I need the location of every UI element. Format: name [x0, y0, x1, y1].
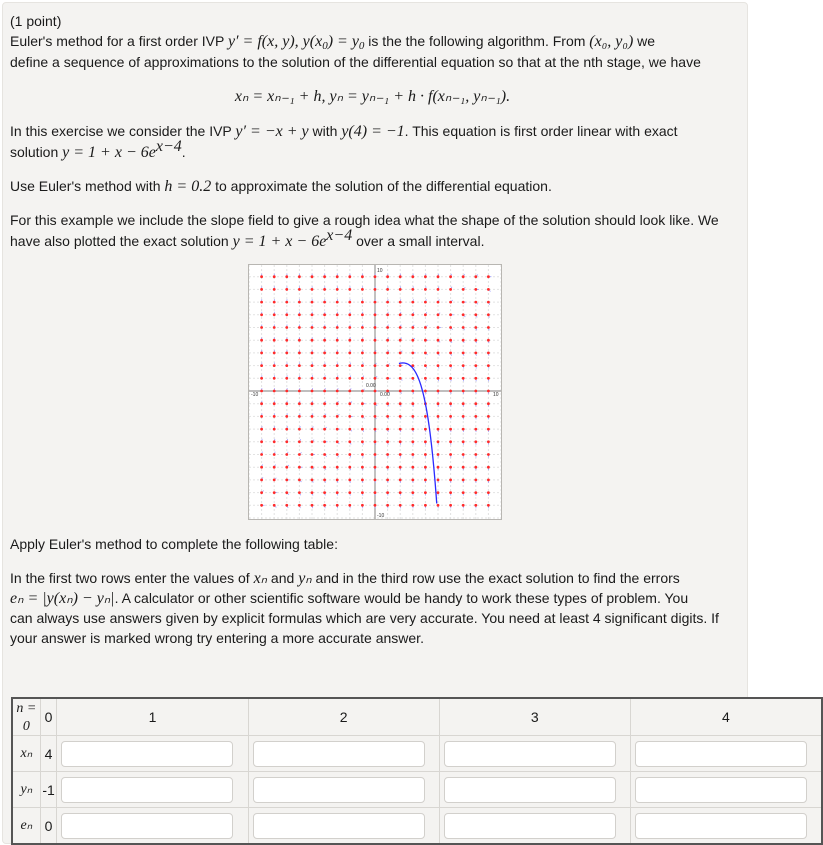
- table-row-xn: [12, 736, 822, 772]
- ivp-general-math: y′ = f(x, y), $y(x_0) = y_0$: [228, 33, 364, 50]
- y3-input[interactable]: [444, 777, 616, 803]
- y1-input[interactable]: [61, 777, 233, 803]
- origin-y-label: 0.00: [366, 383, 376, 389]
- ivp-line-2: solution $y = 1 + x - 6e^{x-4}$.: [10, 142, 186, 163]
- header-n3: 3: [439, 698, 630, 736]
- e1-input[interactable]: [61, 813, 233, 839]
- slope-field-graph: [249, 265, 501, 519]
- slope-field-plot: [248, 264, 502, 520]
- table-row-en: [12, 808, 822, 845]
- x3-input[interactable]: [444, 741, 616, 767]
- e3-input[interactable]: [444, 813, 616, 839]
- header-n0: 0: [40, 698, 57, 736]
- points-label: (1 point): [10, 11, 61, 31]
- intro-line-1: Euler's method for a first order IVP y′ = f(x, y), $y(x_0) = y_0$ is the the following algorithm. From (x₀, y₀) we: [10, 31, 655, 52]
- exact-solution-curve: [399, 363, 437, 504]
- y2-input[interactable]: [253, 777, 425, 803]
- x-max-label: 10: [493, 392, 499, 398]
- y4-input[interactable]: [635, 777, 807, 803]
- x1-input[interactable]: [61, 741, 233, 767]
- x0-value: 4: [40, 736, 57, 772]
- row-label-en: eₙ: [12, 808, 40, 845]
- x2-input[interactable]: [253, 741, 425, 767]
- y-min-label: -10: [377, 513, 384, 519]
- instructions-line-4: your answer is marked wrong try entering a more accurate answer.: [10, 628, 424, 648]
- instructions-line-1: In the first two rows enter the values of xₙ and yₙ and in the third row use the exact solution to find the errors: [10, 568, 680, 589]
- x-min-label: -10: [251, 392, 258, 398]
- euler-table: [11, 697, 823, 845]
- header-n1: 1: [57, 698, 248, 736]
- table-header-row: [12, 698, 822, 736]
- x4-input[interactable]: [635, 741, 807, 767]
- slope-line-2: have also plotted the exact solution $y = 1 + x - 6e^{x-4}$ over a small interval.: [10, 231, 484, 252]
- e4-input[interactable]: [635, 813, 807, 839]
- euler-formula: xₙ = xₙ₋₁ + h, yₙ = yₙ₋₁ + h · f(xₙ₋₁, yₙ₋₁).: [0, 86, 745, 108]
- table-row-yn: [12, 772, 822, 808]
- euler-instruction: Use Euler's method with h = 0.2 to approximate the solution of the differential equation.: [10, 176, 552, 197]
- y0-value: -1: [40, 772, 57, 808]
- apply-heading: Apply Euler's method to complete the following table:: [10, 534, 338, 554]
- header-n4: 4: [630, 698, 822, 736]
- e2-input[interactable]: [253, 813, 425, 839]
- slope-line-1: For this example we include the slope field to give a rough idea what the shape of the solution should look like. We: [10, 210, 719, 230]
- header-n-label: n = 0: [12, 698, 40, 736]
- instructions-line-3: can always use answers given by explicit formulas which are very accurate. You need at least 4 significant digits. If: [10, 608, 719, 628]
- row-label-xn: xₙ: [12, 736, 40, 772]
- ivp-line-1: In this exercise we consider the IVP y′ = −x + y with y(4) = −1. This equation is first order linear with exact: [10, 121, 678, 142]
- instructions-line-2: eₙ = |y(xₙ) − yₙ|. A calculator or other scientific software would be handy to work these types of problem. You: [10, 588, 688, 609]
- origin-x-label: 0.00: [380, 392, 390, 398]
- y-max-label: 10: [377, 268, 383, 274]
- e0-value: 0: [40, 808, 57, 845]
- header-n2: 2: [248, 698, 439, 736]
- row-label-yn: yₙ: [12, 772, 40, 808]
- intro-line-2: define a sequence of approximations to the solution of the differential equation so that at the nth stage, we have: [10, 52, 701, 72]
